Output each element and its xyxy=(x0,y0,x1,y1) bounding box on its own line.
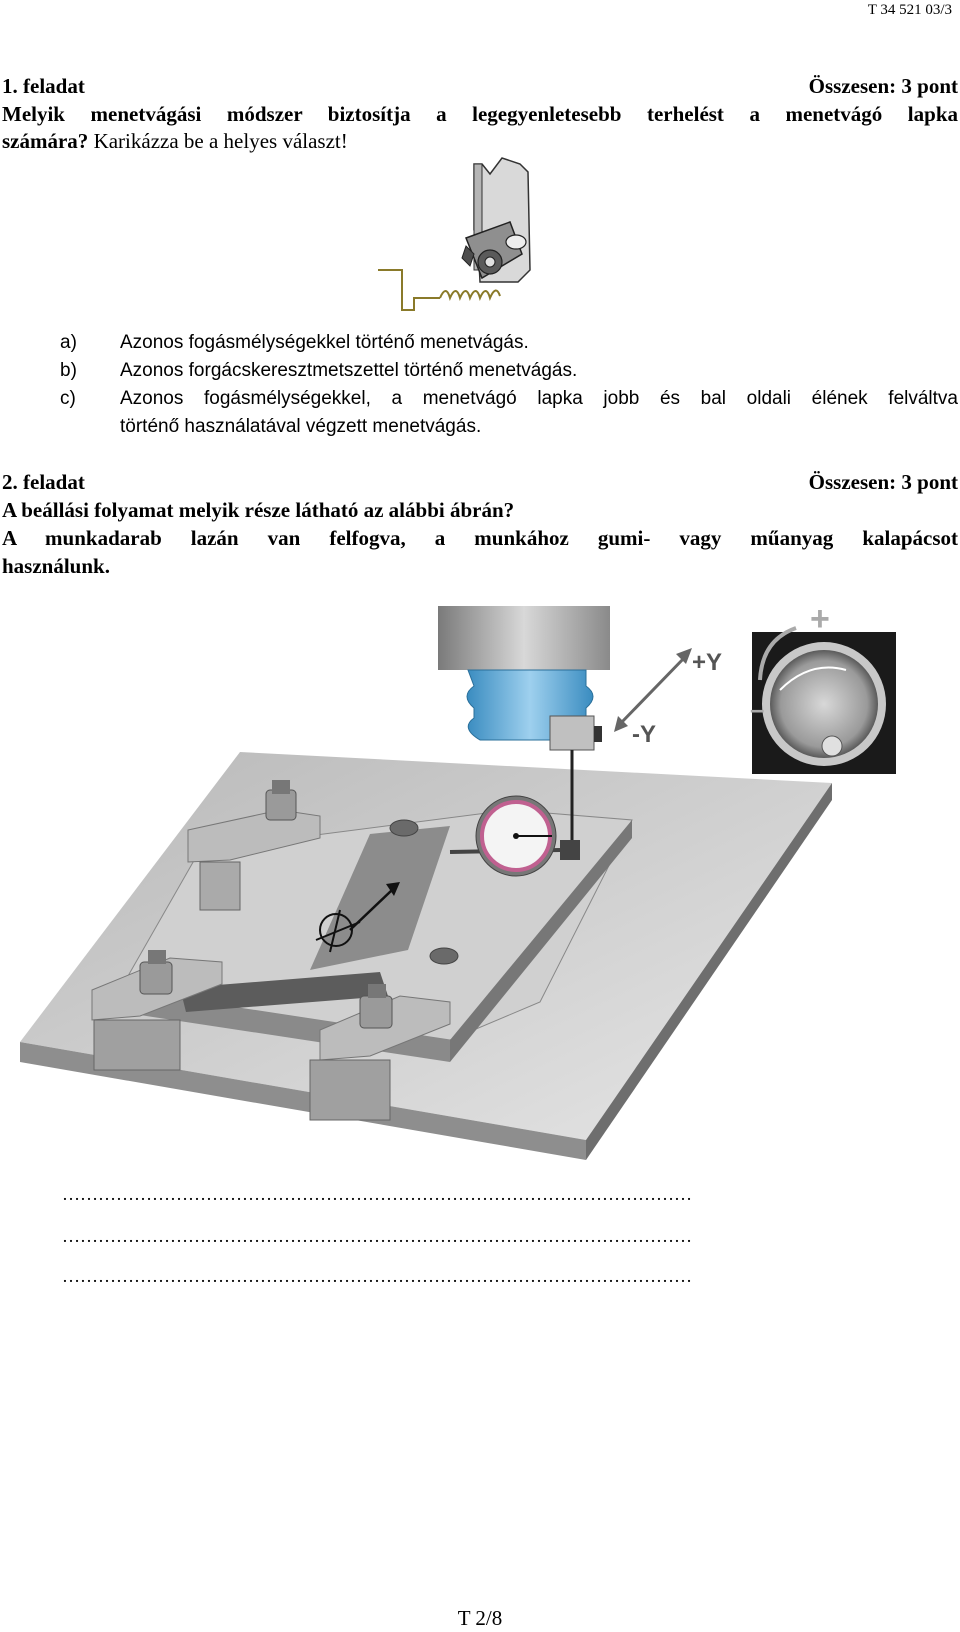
plus-y-label: +Y xyxy=(692,649,723,676)
option-text: Azonos forgácskeresztmetszettel történő menetvágás. xyxy=(120,360,578,381)
task1-question-bold: számára? xyxy=(2,129,89,153)
task2-statement-line2: használunk. xyxy=(2,554,110,578)
task1-instruction: Karikázza be a helyes választ! xyxy=(93,129,348,153)
document-code: T 34 521 03/3 xyxy=(867,2,952,18)
spindle xyxy=(438,606,610,670)
task2-statement-line1: A munkadarab lazán van felfogva, a munkához gumi- vagy műanyag kalapácsot xyxy=(2,526,958,550)
task1-option-c[interactable] xyxy=(2,384,958,414)
option-letter: a) xyxy=(60,332,77,353)
task2-title: 2. feladat xyxy=(2,470,85,494)
answer-line[interactable]: …………………………………………………………………………………………… xyxy=(62,1266,692,1286)
option-text: Azonos fogásmélységekkel történő menetvágás. xyxy=(120,332,529,353)
minus-y-label: -Y xyxy=(632,721,656,748)
option-letter: b) xyxy=(60,360,77,381)
option-text-line1: Azonos fogásmélységekkel, a menetvágó lapka jobb és bal oldali élének felváltva xyxy=(120,388,958,409)
page-number: T 2/8 xyxy=(457,1606,503,1630)
thread-cutting-tool-figure xyxy=(370,150,550,320)
task1-option-b[interactable] xyxy=(2,356,958,386)
task2-question: A beállási folyamat melyik része látható az alábbi ábrán? xyxy=(2,498,515,522)
option-letter: c) xyxy=(60,388,76,409)
task2-header xyxy=(2,470,958,495)
y-axis-arrow xyxy=(620,656,686,724)
plus-sign: + xyxy=(810,600,830,638)
task1-points: Összesen: 3 pont xyxy=(808,74,958,98)
option-text-line2: történő használatával végzett menetvágás. xyxy=(120,416,482,437)
task1-header xyxy=(2,74,958,99)
task1-option-c-continued xyxy=(2,412,958,442)
workpiece-setup-figure xyxy=(20,600,900,1170)
minus-sign: – xyxy=(750,694,765,724)
task1-option-a[interactable] xyxy=(2,328,958,358)
task1-question-line1: Melyik menetvágási módszer biztosítja a legegyenletesebb terhelést a menetvágó lapka xyxy=(2,102,958,126)
answer-line[interactable]: …………………………………………………………………………………………… xyxy=(62,1184,692,1204)
task2-points: Összesen: 3 pont xyxy=(808,470,958,494)
answer-line[interactable]: …………………………………………………………………………………………… xyxy=(62,1226,692,1246)
task1-title: 1. feladat xyxy=(2,74,85,98)
